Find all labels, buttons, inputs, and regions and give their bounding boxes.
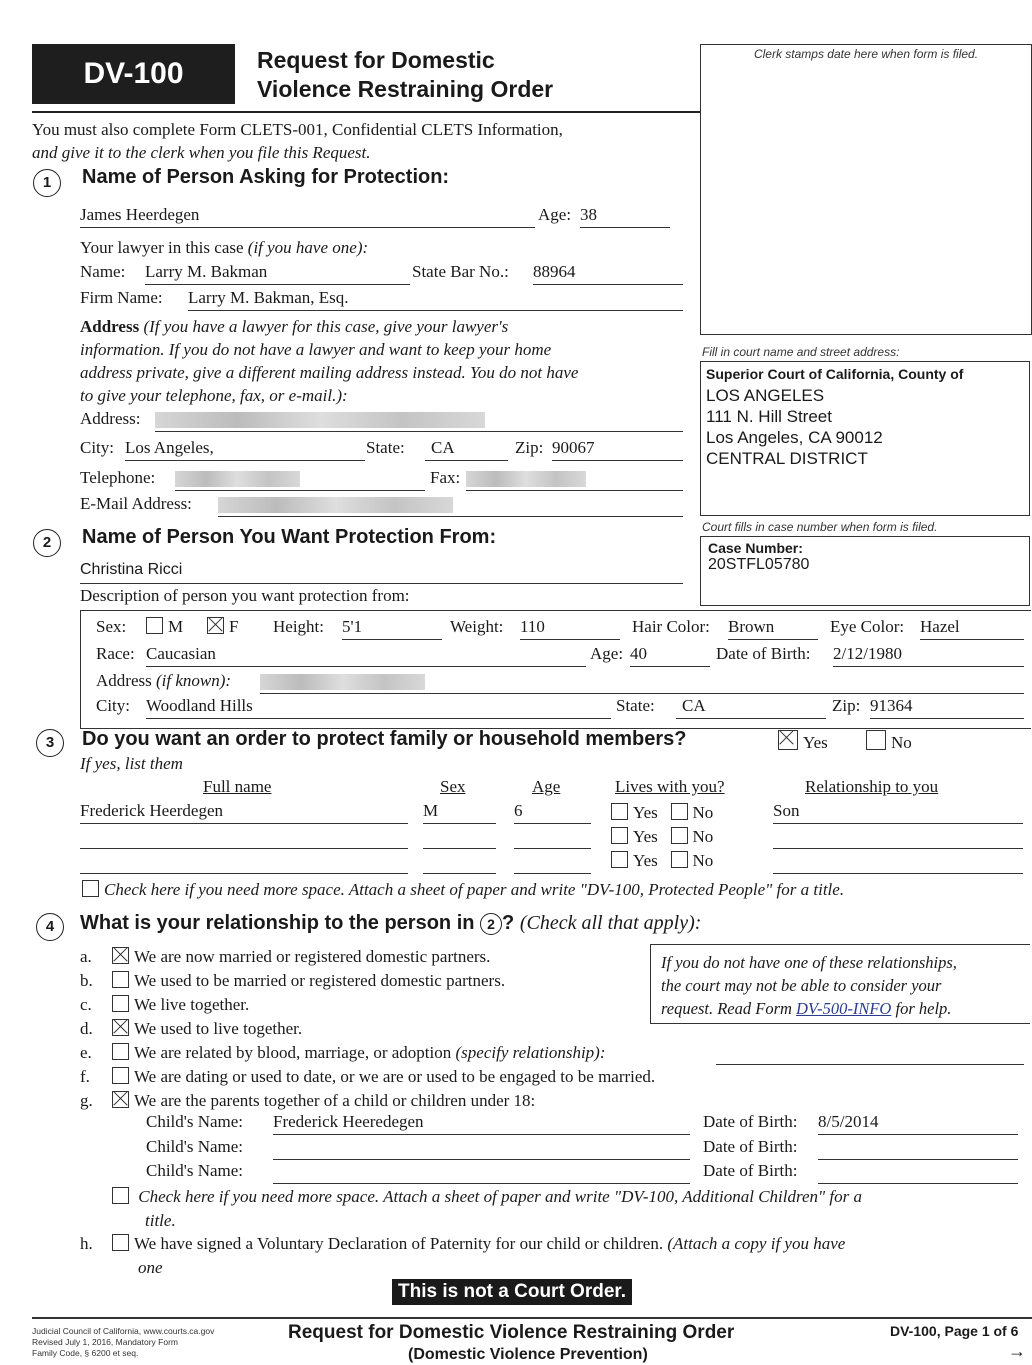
respondent-address-label: Address (if known):	[96, 671, 232, 690]
firm-name: Larry M. Bakman, Esq.	[188, 288, 349, 307]
race-value: Caucasian	[146, 644, 216, 663]
dob-label: Date of Birth:	[716, 644, 811, 663]
city-label: City:	[80, 438, 115, 457]
child-dob-field[interactable]	[818, 1112, 1018, 1135]
child-dob-label: Date of Birth:	[703, 1161, 798, 1180]
email-field[interactable]	[218, 494, 683, 517]
child-name-label: Child's Name:	[146, 1161, 244, 1180]
height-value: 5'1	[342, 617, 363, 636]
sex-m-option[interactable]: M	[146, 617, 183, 637]
section-number-1: 1	[33, 169, 61, 197]
eye-field[interactable]	[920, 617, 1024, 640]
court-line: CENTRAL DISTRICT	[706, 449, 868, 468]
member-relationship-field[interactable]	[773, 826, 1023, 849]
member-age-field[interactable]	[514, 826, 591, 849]
sex-f-checkbox[interactable]	[207, 617, 224, 634]
respondent-zip-field[interactable]	[870, 696, 1024, 719]
case-number: 20STFL05780	[708, 556, 810, 573]
title-line-2: Violence Restraining Order	[257, 76, 554, 102]
weight-field[interactable]	[520, 617, 620, 640]
zip-label: Zip:	[515, 438, 544, 457]
checkbox[interactable]	[112, 1067, 129, 1084]
petitioner-age: 38	[580, 205, 597, 224]
court-line: 111 N. Hill Street	[706, 407, 832, 426]
lives-yes-checkbox[interactable]	[611, 803, 628, 820]
respondent-name-field[interactable]	[80, 561, 683, 584]
zip-field[interactable]	[552, 438, 683, 461]
member-relationship-field[interactable]	[773, 801, 1023, 824]
dob-value: 2/12/1980	[833, 644, 902, 663]
race-field[interactable]	[146, 644, 586, 667]
section-number-4: 4	[36, 913, 64, 941]
relationship-list	[80, 945, 655, 1113]
intro-line: and give it to the clerk when you file this Request.	[32, 143, 371, 162]
firm-label: Firm Name:	[80, 288, 163, 307]
petitioner-name-field[interactable]	[80, 205, 535, 228]
petitioner-age-field[interactable]	[580, 205, 670, 228]
section-3-title: Do you want an order to protect family or household members?	[82, 728, 687, 750]
lives-with-options	[611, 801, 713, 873]
eye-label: Eye Color:	[830, 617, 905, 636]
footer-subtitle: (Domestic Violence Prevention)	[408, 1346, 648, 1363]
col-sex: Sex	[440, 777, 466, 796]
dob-field[interactable]	[833, 644, 1024, 667]
protect-yes-option[interactable]: Yes	[778, 730, 828, 753]
checkbox[interactable]	[112, 947, 129, 964]
court-note: Fill in court name and street address:	[702, 345, 900, 359]
footer-legal: Judicial Council of California, www.courts.ca.gov Revised July 1, 2016, Mandatory Form Family Code, § 6200 et seq.	[32, 1326, 215, 1358]
child-dob-label: Date of Birth:	[703, 1137, 798, 1156]
case-number-box	[700, 536, 1030, 606]
lives-yes-option[interactable]: Yes	[611, 803, 658, 822]
child-dob-label: Date of Birth:	[703, 1112, 798, 1131]
blood-relationship-field[interactable]	[716, 1042, 1024, 1065]
section-2-title: Name of Person You Want Protection From:	[82, 526, 497, 548]
col-lives-with: Lives with you?	[615, 777, 725, 796]
respondent-city-field[interactable]	[146, 696, 611, 719]
state-value: CA	[431, 438, 455, 457]
member-relationship-field[interactable]	[773, 851, 1023, 874]
if-yes-note: If yes, list them	[80, 754, 183, 773]
title-line-1: Request for Domestic	[257, 47, 495, 73]
intro-line: You must also complete Form CLETS-001, Confidential CLETS Information,	[32, 120, 563, 139]
member-relationship: Son	[773, 801, 800, 820]
respondent-state-field[interactable]	[676, 696, 826, 719]
more-children-option[interactable]: Check here if you need more space. Attach a sheet of paper and write "DV-100, Additional Children" for a title.	[112, 1185, 1024, 1233]
lives-no-checkbox[interactable]	[671, 827, 688, 844]
respondent-name: Christina Ricci	[80, 561, 183, 578]
not-court-order-notice: This is not a Court Order.	[392, 1279, 632, 1305]
member-sex-field[interactable]	[423, 851, 496, 874]
city-field[interactable]	[125, 438, 365, 461]
hair-label: Hair Color:	[632, 617, 710, 636]
intro-note	[32, 118, 563, 164]
court-line: Los Angeles, CA 90012	[706, 428, 883, 447]
more-children-checkbox[interactable]	[112, 1187, 129, 1204]
relationship-note-box: If you do not have one of these relationships, the court may not be able to consider your request. Read Form DV-500-INFO for help.	[650, 944, 1030, 1024]
respondent-city: Woodland Hills	[146, 696, 253, 715]
section-1-title: Name of Person Asking for Protection:	[82, 166, 450, 188]
firm-field[interactable]	[188, 288, 683, 311]
race-label: Race:	[96, 644, 135, 663]
height-label: Height:	[273, 617, 324, 636]
address-field[interactable]	[155, 409, 683, 432]
dv500-info-link[interactable]: DV-500-INFO	[796, 999, 892, 1018]
member-name-field[interactable]	[80, 826, 408, 849]
lawyer-label: Your lawyer in this case (if you have one):	[80, 238, 369, 257]
footer-rule	[32, 1317, 1032, 1319]
court-address-box	[700, 361, 1030, 516]
protect-no-option[interactable]: No	[866, 730, 912, 753]
height-field[interactable]	[342, 617, 442, 640]
child-name-field[interactable]	[273, 1112, 690, 1135]
court-line: LOS ANGELES	[706, 386, 825, 405]
form-title	[257, 46, 553, 104]
address-label: Address:	[80, 409, 141, 428]
city-value: Los Angeles,	[125, 438, 214, 457]
respondent-age: 40	[630, 644, 647, 663]
member-name: Frederick Heerdegen	[80, 801, 224, 820]
col-relationship: Relationship to you	[805, 777, 939, 796]
bar-no-field[interactable]	[533, 262, 683, 285]
next-page-arrow-icon: →	[1008, 1341, 1026, 1361]
lives-no-checkbox[interactable]	[671, 803, 688, 820]
lives-yes-option[interactable]: Yes	[611, 827, 658, 846]
form-id-badge: DV-100	[32, 44, 235, 104]
respondent-zip-label: Zip:	[832, 696, 861, 715]
more-people-option[interactable]	[82, 880, 844, 900]
weight-label: Weight:	[450, 617, 504, 636]
case-note: Court fills in case number when form is filed.	[702, 520, 938, 534]
checkbox[interactable]	[112, 1091, 129, 1108]
lives-no-checkbox[interactable]	[671, 851, 688, 868]
checkbox[interactable]	[112, 1043, 129, 1060]
hair-field[interactable]	[728, 617, 818, 640]
section-ref-2: 2	[480, 913, 502, 935]
petitioner-name: James Heerdegen	[80, 205, 200, 224]
respondent-zip: 91364	[870, 696, 913, 715]
court-line: Superior Court of California, County of	[706, 366, 964, 382]
lives-no-option[interactable]: No	[671, 851, 714, 870]
child-dob: 8/5/2014	[818, 1112, 879, 1131]
more-people-checkbox[interactable]	[82, 880, 99, 897]
eye-value: Hazel	[920, 617, 960, 636]
checkbox[interactable]	[112, 995, 129, 1012]
zip-value: 90067	[552, 438, 595, 457]
footer-page: DV-100, Page 1 of 6	[890, 1323, 1019, 1339]
hair-value: Brown	[728, 617, 775, 636]
fax-label: Fax:	[430, 468, 461, 487]
lives-yes-checkbox[interactable]	[611, 851, 628, 868]
telephone-field[interactable]	[175, 468, 425, 491]
checkbox[interactable]	[112, 1234, 129, 1251]
email-label: E-Mail Address:	[80, 494, 192, 513]
bar-no-label: State Bar No.:	[412, 262, 509, 281]
lives-no-option[interactable]: No	[671, 827, 714, 846]
col-age: Age	[532, 777, 561, 796]
state-field[interactable]	[425, 438, 508, 461]
respondent-state: CA	[682, 696, 706, 715]
child-name-field[interactable]	[273, 1137, 690, 1160]
more-people-text: Check here if you need more space. Attach a sheet of paper and write "DV-100, Protected People" for a title.	[104, 880, 845, 899]
protect-yes-checkbox[interactable]	[778, 730, 798, 750]
child-name-label: Child's Name:	[146, 1137, 244, 1156]
member-age-field[interactable]	[514, 801, 591, 824]
lives-yes-option[interactable]: Yes	[611, 851, 658, 870]
relationship-item-h[interactable]: h. We have signed a Voluntary Declaration of Paternity for our child or children. (Attach a copy if you have one	[80, 1234, 846, 1277]
relationship-item-b[interactable]: b. We used to be married or registered domestic partners.	[80, 971, 506, 990]
child-name-field[interactable]	[273, 1161, 690, 1184]
relationship-item-e[interactable]: e. We are related by blood, marriage, or adoption (specify relationship):	[80, 1043, 606, 1062]
relationship-item-c[interactable]: c. We live together.	[80, 995, 250, 1014]
respondent-age-label: Age:	[590, 644, 624, 663]
member-name-field[interactable]	[80, 851, 408, 874]
lives-no-option[interactable]: No	[671, 803, 714, 822]
relationship-item-a[interactable]: a. We are now married or registered domestic partners.	[80, 947, 491, 966]
lives-yes-checkbox[interactable]	[611, 827, 628, 844]
checkbox[interactable]	[112, 1019, 129, 1036]
relationship-item-g[interactable]: g. We are the parents together of a child or children under 18:	[80, 1091, 536, 1110]
col-full-name: Full name	[203, 777, 272, 796]
respondent-city-label: City:	[96, 696, 131, 715]
relationship-item-f[interactable]: f. We are dating or used to date, or we are or used to be engaged to be married.	[80, 1067, 656, 1086]
member-age-field[interactable]	[514, 851, 591, 874]
fax-field[interactable]	[466, 468, 683, 491]
checkbox[interactable]	[112, 971, 129, 988]
telephone-label: Telephone:	[80, 468, 156, 487]
child-name-label: Child's Name:	[146, 1112, 244, 1131]
header-rule	[32, 111, 700, 113]
relationship-item-d[interactable]: d. We used to live together.	[80, 1019, 303, 1038]
respondent-address-field[interactable]	[260, 671, 1024, 694]
section-4-title: What is your relationship to the person in 2 ? (Check all that apply):	[80, 912, 702, 934]
address-instructions: Address (If you have a lawyer for this case, give your lawyer's information. If you do not have a lawyer and want to keep your home address private, give a different mailing address instead. You do not have to give your telephone, fax, or e-mail.):	[80, 317, 579, 405]
lawyer-name-field[interactable]	[145, 262, 410, 285]
section-number-2: 2	[33, 529, 61, 557]
respondent-state-label: State:	[616, 696, 655, 715]
respondent-age-field[interactable]	[630, 644, 710, 667]
clerk-stamp-box	[700, 44, 1032, 335]
description-label: Description of person you want protection from:	[80, 586, 410, 605]
member-sex-field[interactable]	[423, 801, 496, 824]
case-number-label: Case Number:	[708, 540, 803, 556]
sex-m-checkbox[interactable]	[146, 617, 163, 634]
member-sex-field[interactable]	[423, 826, 496, 849]
lawyer-name-label: Name:	[80, 262, 126, 281]
lawyer-name: Larry M. Bakman	[145, 262, 268, 281]
age-label: Age:	[538, 205, 572, 224]
child-name: Frederick Heeredegen	[273, 1112, 424, 1131]
section-number-3: 3	[36, 729, 64, 757]
clerk-stamp-note: Clerk stamps date here when form is filed.	[753, 47, 979, 61]
weight-value: 110	[520, 617, 545, 636]
member-sex: M	[423, 801, 439, 820]
sex-label: Sex:	[96, 617, 127, 636]
child-dob-field[interactable]	[818, 1137, 1018, 1160]
state-label: State:	[366, 438, 405, 457]
bar-no: 88964	[533, 262, 576, 281]
protect-no-checkbox[interactable]	[866, 730, 886, 750]
member-name-field[interactable]	[80, 801, 408, 824]
child-dob-field[interactable]	[818, 1161, 1018, 1184]
member-age: 6	[514, 801, 523, 820]
footer-title: Request for Domestic Violence Restraining Order	[288, 1322, 735, 1343]
sex-f-option[interactable]: F	[207, 617, 238, 637]
